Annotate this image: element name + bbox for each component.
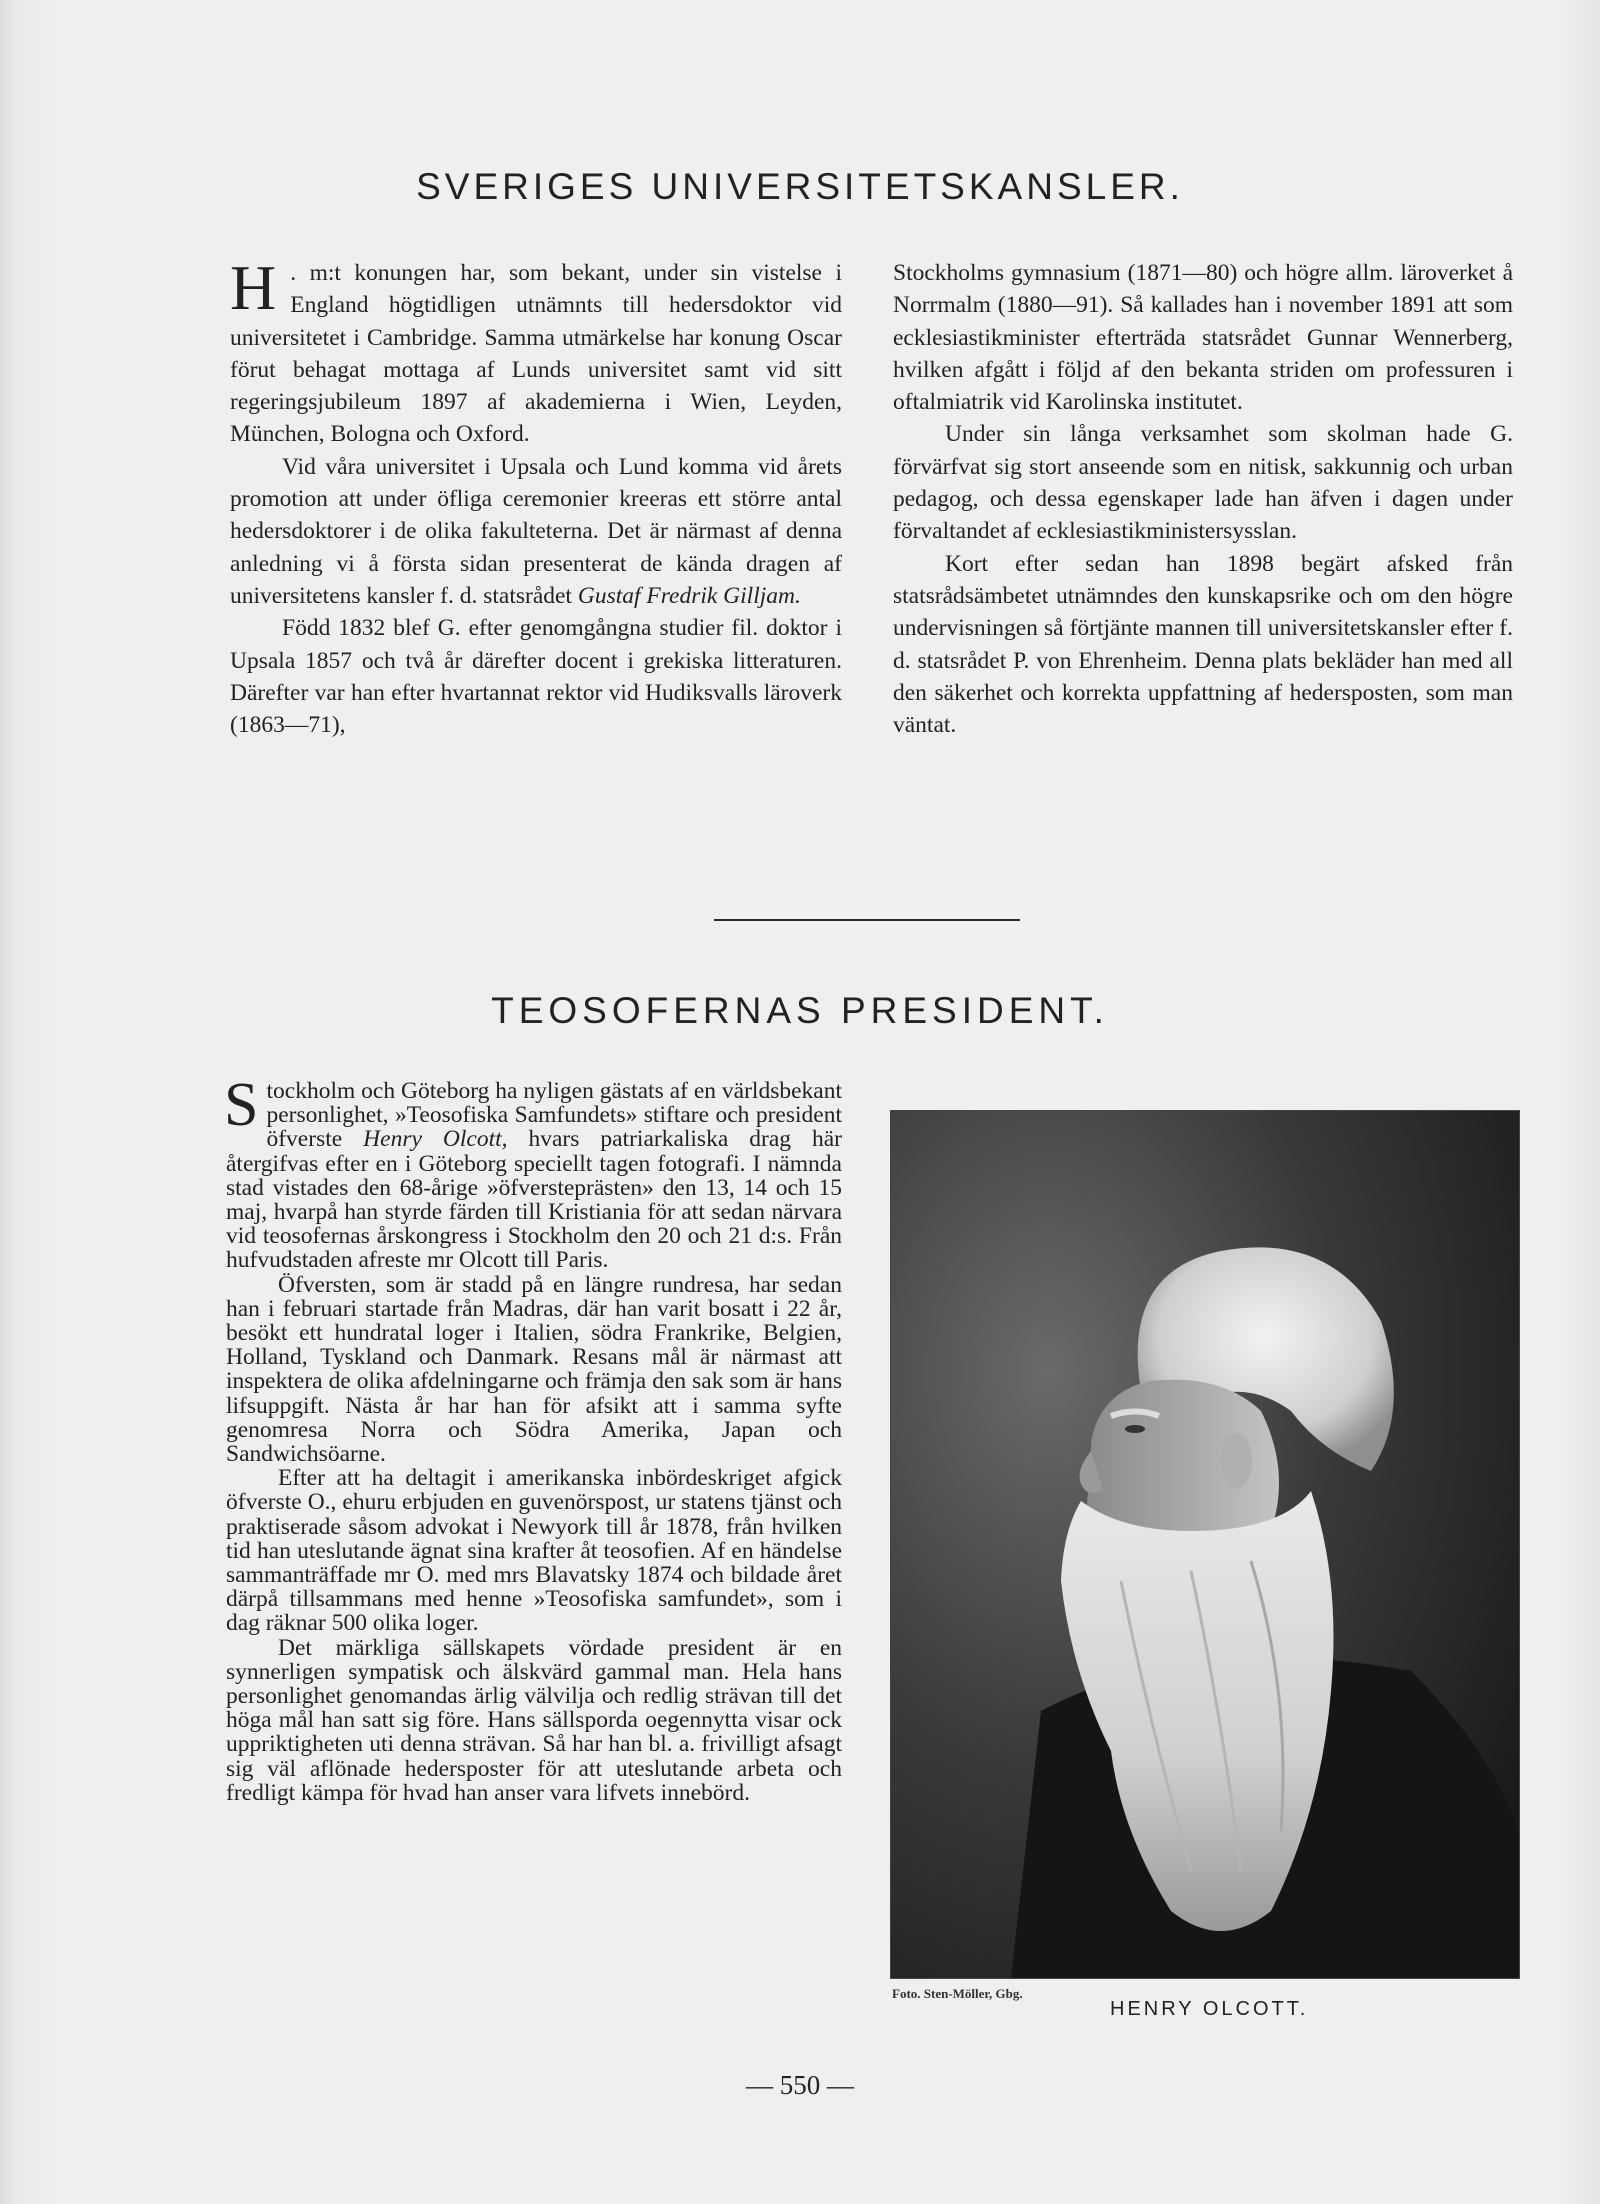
page-number: — 550 — xyxy=(746,2070,854,2100)
paragraph: Född 1832 blef G. efter genomgångna studier fil. doktor i Upsala 1857 och två år därefter docent i grekiska litteraturen. Därefter var han efter hvartannat rektor vid Hudiksvalls läroverk (1863—71), xyxy=(230,615,842,739)
paragraph: Stockholms gymnasium (1871—80) och högre allm. läroverket å Norrmalm (1880—91). Så kallades han i november 1891 att som ecklesiastikminister efterträda statsrådet Gunnar Wennerberg, hvilken afgått i följd af den bekanta striden om professuren i oftalmiatrik vid Karolinska institutet. xyxy=(893,260,1513,416)
drop-cap: H xyxy=(230,252,277,323)
article-title: SVERIGES UNIVERSITETSKANSLER. xyxy=(416,166,1184,207)
drop-cap: S xyxy=(224,1071,259,1139)
paragraph: Under sin långa verksamhet som skolman hade G. förvärfvat sig stort anseende som en nitisk, sakkunnig och urban pedagog, och dessa egenskaper lade han äfven i dagen under förvaltandet af ecklesiastikministersysslan. xyxy=(893,421,1513,545)
section-divider xyxy=(714,919,1020,921)
person-name: Henry Olcott, xyxy=(363,1126,508,1153)
paragraph: Efter att ha deltagit i amerikanska inbördeskriget afgick öfverste O., ehuru erbjuden en guvenörspost, ur statens tjänst och praktiserade såsom advokat i Newyork till år 1878, från hvilken tid han uteslutande ägnat sina krafter åt teosofien. Af en händelse sammanträffade mr O. med mrs Blavatsky 1874 och bildade året därpå tillsammans med henne »Teosofiska samfundet», som i dag räknar 500 olika loger. xyxy=(226,1465,842,1637)
article-column-left xyxy=(230,252,842,741)
portrait-illustration xyxy=(891,1111,1519,1978)
portrait-photo xyxy=(890,1110,1520,1979)
article-title: TEOSOFERNAS PRESIDENT. xyxy=(491,990,1109,1031)
article-column xyxy=(224,1071,842,1806)
paragraph: Öfversten, som är stadd på en längre rundresa, har sedan han i februari startade från Madras, där han varit bosatt i 22 år, besökt ett hundratal loger i Italien, södra Frankrike, Belgien, Holland, Tyskland och Danmark. Resans mål är närmast att inspektera de olika afdelningarne och främja den sak som är hans lifsuppgift. Nästa år har han för afsikt att i samma syfte genomresa Norra och Södra Amerika, Japan och Sandwichsöarne. xyxy=(226,1271,842,1468)
person-name: Gustaf Fredrik Gilljam. xyxy=(577,582,801,609)
paragraph: Kort efter sedan han 1898 begärt afsked från statsrådsämbetet utnämndes den kunskapsrike och om den högre undervisningen så förtjänte mannen till universitetskansler efter f. d. statsrådet P. von Ehrenheim. Denna plats bekläder han med all den säkerhet och korrekta uppfattning af hedersposten, som man väntat. xyxy=(893,550,1513,739)
paragraph: H . m:t konungen har, som bekant, under sin vistelse i England högtidligen utnämnts till hedersdoktor vid universitetet i Cambridge. Samma utmärkelse har konung Oscar förut behagat mottaga af Lunds universitet samt vid sitt regeringsjubileum 1897 af akademierna i Wien, Leyden, München, Bologna och Oxford. xyxy=(230,252,842,448)
paragraph: Stockholm och Göteborg ha nyligen gästats af en världsbekant personlighet, »Teosofiska Samfundets» stiftare och president öfverste Henry Olcott, hvars patriarkaliska drag här återgifvas efter en i Göteborg speciellt tagen fotografi. I nämnda stad vistades den 68-årige »öfversteprästen» den 13, 14 och 15 maj, hvarpå han styrde färden till Kristiania för att sedan närvara vid teosofernas årskongress i Stockholm den 20 och 21 d:s. Från hufvudstaden afreste mr Olcott till Paris. xyxy=(224,1071,842,1274)
photo-caption: HENRY OLCOTT. xyxy=(1110,1998,1309,2020)
photo-credit: Foto. Sten-Möller, Gbg. xyxy=(892,1986,1023,2001)
paragraph: Det märkliga sällskapets vördade president är en synnerligen sympatisk och älskvärd gammal man. Hela hans personlighet genomandas ärlig välvilja och redlig strävan till det höga mål han satt sig före. Hans sällsporda oegennytta visar ock uppriktigheten uti denna strävan. Så har han bl. a. frivilligt afsagt sig väl aflönade hedersposter för att uteslutande arbeta och fredligt kämpa för hvad han anser vara lifvets innebörd. xyxy=(226,1634,842,1806)
article-column-right xyxy=(893,257,1513,741)
paragraph: Vid våra universitet i Upsala och Lund komma vid årets promotion att under öfliga ceremonier kreeras ett större antal hedersdoktorer i de olika fakulteterna. Det är närmast af denna anledning vi å första sidan presenterat de kända dragen af universitetens kansler f. d. statsrådet Gustaf Fredrik Gilljam. xyxy=(230,453,842,609)
